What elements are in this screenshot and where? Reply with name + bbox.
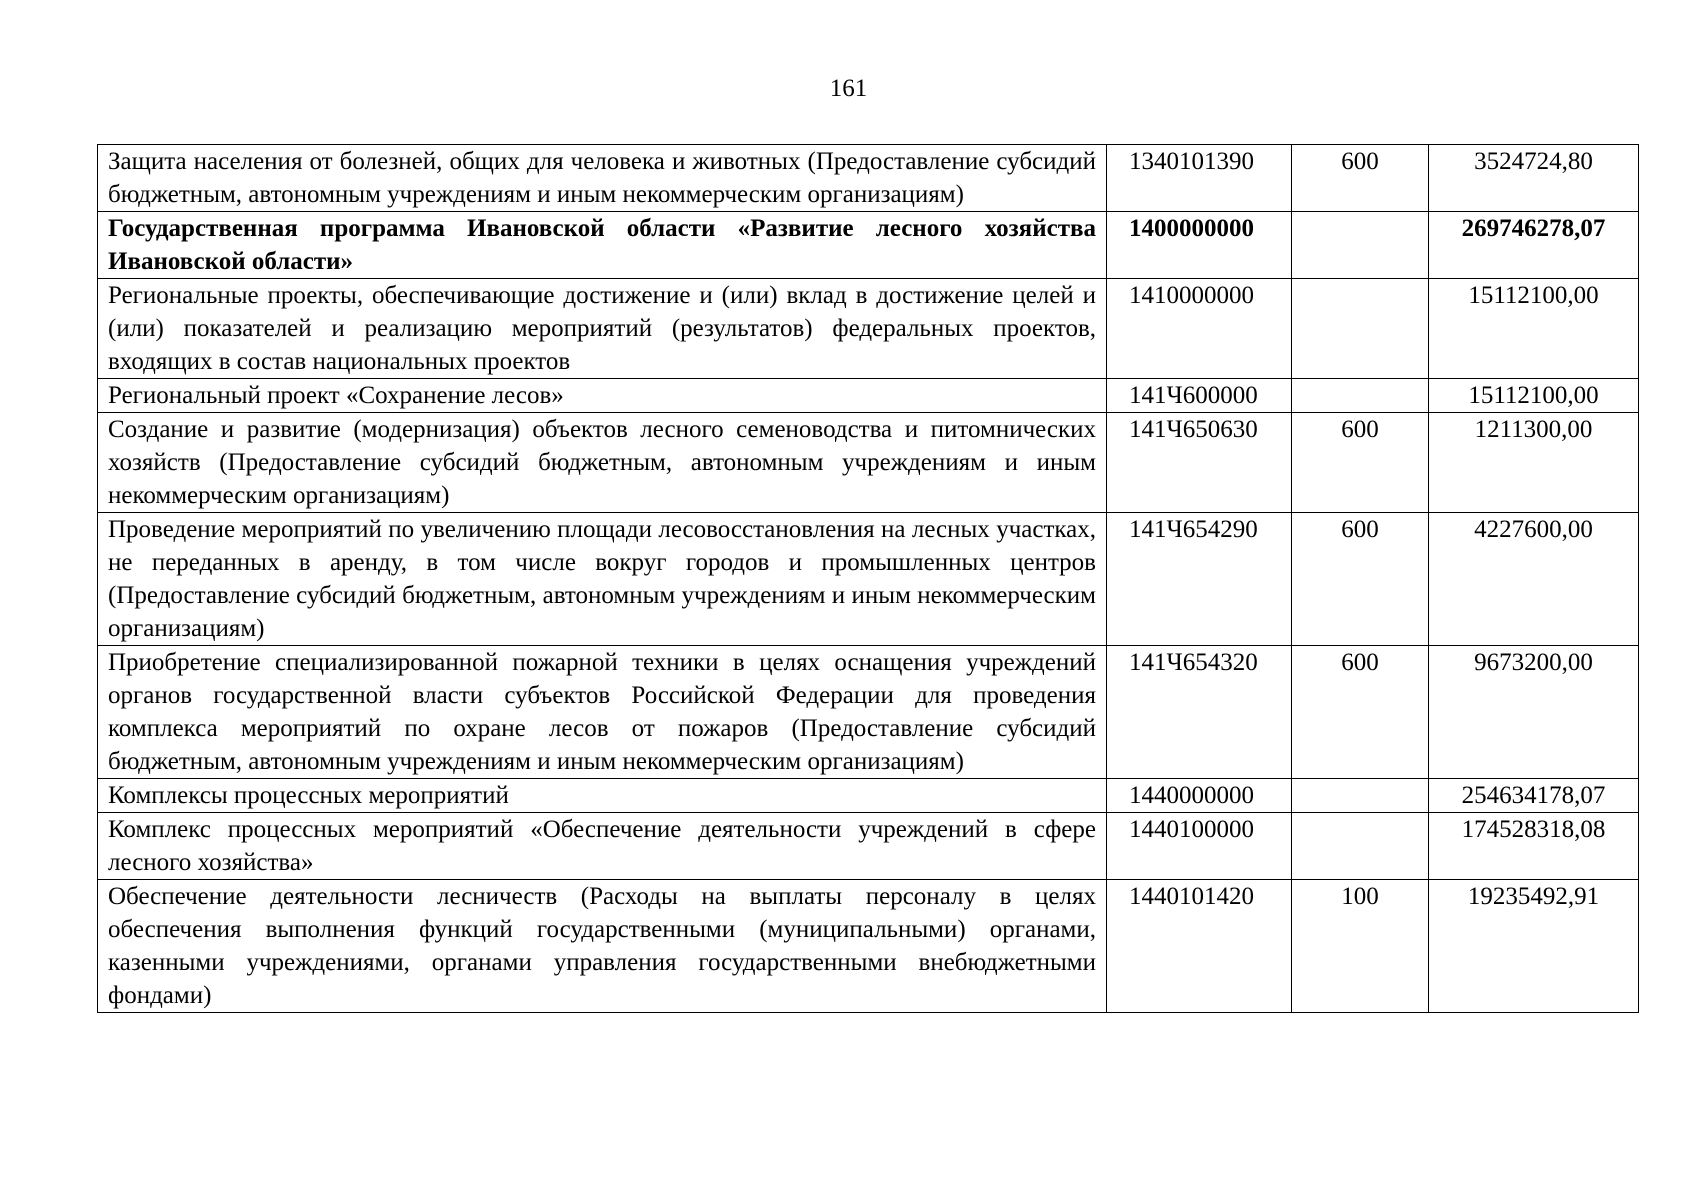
amount-cell: 9673200,00 bbox=[1429, 646, 1639, 779]
expense-name-cell: Создание и развитие (модернизация) объектов лесного семеноводства и питомнических хозяйств (Предоставление субсидий бюджетным, автономным учреждениям и иным некоммерческим организациям) bbox=[98, 413, 1107, 513]
expense-type-cell bbox=[1292, 379, 1429, 413]
target-code-cell: 1340101390 bbox=[1107, 145, 1292, 212]
table-row bbox=[98, 779, 1639, 813]
budget-table bbox=[97, 144, 1639, 1013]
amount-cell: 4227600,00 bbox=[1429, 513, 1639, 646]
expense-type-cell bbox=[1292, 813, 1429, 880]
amount-cell: 3524724,80 bbox=[1429, 145, 1639, 212]
table-row bbox=[98, 413, 1639, 513]
table-row bbox=[98, 145, 1639, 212]
table-row bbox=[98, 212, 1639, 279]
expense-name-cell: Государственная программа Ивановской области «Развитие лесного хозяйства Ивановской области» bbox=[98, 212, 1107, 279]
amount-cell: 254634178,07 bbox=[1429, 779, 1639, 813]
expense-type-cell bbox=[1292, 279, 1429, 379]
amount-cell: 269746278,07 bbox=[1429, 212, 1639, 279]
expense-name-cell: Комплекс процессных мероприятий «Обеспечение деятельности учреждений в сфере лесного хозяйства» bbox=[98, 813, 1107, 880]
expense-type-cell bbox=[1292, 212, 1429, 279]
amount-cell: 15112100,00 bbox=[1429, 279, 1639, 379]
table-row bbox=[98, 646, 1639, 779]
target-code-cell: 1440000000 bbox=[1107, 779, 1292, 813]
expense-name-cell: Региональные проекты, обеспечивающие достижение и (или) вклад в достижение целей и (или) показателей и реализацию мероприятий (результатов) федеральных проектов, входящих в состав национальных проектов bbox=[98, 279, 1107, 379]
expense-type-cell: 600 bbox=[1292, 413, 1429, 513]
target-code-cell: 1410000000 bbox=[1107, 279, 1292, 379]
target-code-cell: 141Ч654320 bbox=[1107, 646, 1292, 779]
expense-type-cell: 600 bbox=[1292, 145, 1429, 212]
expense-name-cell: Обеспечение деятельности лесничеств (Расходы на выплаты персоналу в целях обеспечения выполнения функций государственными (муниципальными) органами, казенными учреждениями, органами управления государственными внебюджетными фондами) bbox=[98, 880, 1107, 1013]
target-code-cell: 141Ч650630 bbox=[1107, 413, 1292, 513]
table-row bbox=[98, 513, 1639, 646]
expense-type-cell: 100 bbox=[1292, 880, 1429, 1013]
table-row bbox=[98, 880, 1639, 1013]
amount-cell: 15112100,00 bbox=[1429, 379, 1639, 413]
amount-cell: 19235492,91 bbox=[1429, 880, 1639, 1013]
target-code-cell: 1440101420 bbox=[1107, 880, 1292, 1013]
table-row bbox=[98, 279, 1639, 379]
expense-name-cell: Региональный проект «Сохранение лесов» bbox=[98, 379, 1107, 413]
amount-cell: 1211300,00 bbox=[1429, 413, 1639, 513]
table-row bbox=[98, 813, 1639, 880]
expense-name-cell: Комплексы процессных мероприятий bbox=[98, 779, 1107, 813]
expense-name-cell: Проведение мероприятий по увеличению площади лесовосстановления на лесных участках, не переданных в аренду, в том числе вокруг городов и промышленных центров (Предоставление субсидий бюджетным, автономным учреждениям и иным некоммерческим организациям) bbox=[98, 513, 1107, 646]
expense-type-cell bbox=[1292, 779, 1429, 813]
target-code-cell: 141Ч654290 bbox=[1107, 513, 1292, 646]
target-code-cell: 1440100000 bbox=[1107, 813, 1292, 880]
target-code-cell: 141Ч600000 bbox=[1107, 379, 1292, 413]
table-body bbox=[98, 145, 1639, 1013]
expense-type-cell: 600 bbox=[1292, 646, 1429, 779]
table-row bbox=[98, 379, 1639, 413]
page-number: 161 bbox=[829, 75, 868, 102]
amount-cell: 174528318,08 bbox=[1429, 813, 1639, 880]
expense-name-cell: Приобретение специализированной пожарной техники в целях оснащения учреждений органов государственной власти субъектов Российской Федерации для проведения комплекса мероприятий по охране лесов от пожаров (Предоставление субсидий бюджетным, автономным учреждениям и иным некоммерческим организациям) bbox=[98, 646, 1107, 779]
target-code-cell: 1400000000 bbox=[1107, 212, 1292, 279]
expense-name-cell: Защита населения от болезней, общих для человека и животных (Предоставление субсидий бюджетным, автономным учреждениям и иным некоммерческим организациям) bbox=[98, 145, 1107, 212]
expense-type-cell: 600 bbox=[1292, 513, 1429, 646]
